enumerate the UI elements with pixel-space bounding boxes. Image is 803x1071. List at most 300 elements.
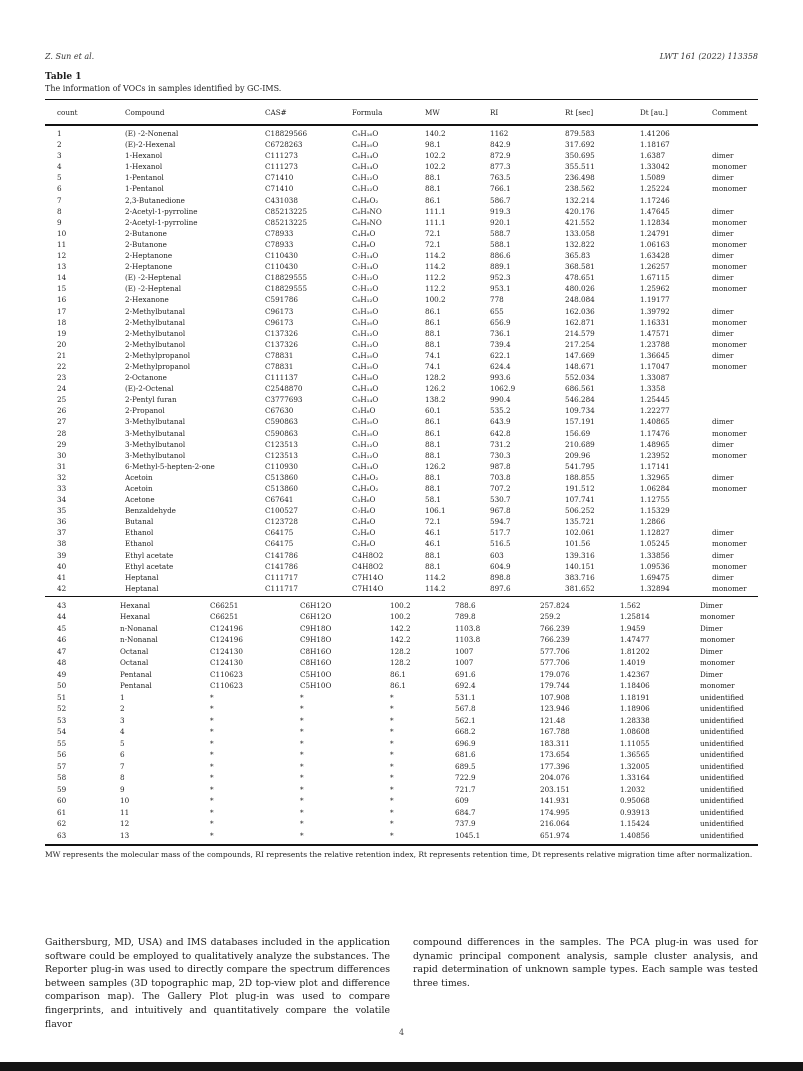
- table-cell: dimer: [712, 206, 734, 216]
- table-cell: 1.25224: [640, 184, 670, 194]
- table-cell: 8: [57, 206, 62, 216]
- table-cell: 138.2: [425, 395, 446, 405]
- table-cell: 1062.9: [490, 384, 516, 394]
- table-cell: 259.2: [540, 612, 561, 622]
- table-cell: 987.8: [490, 461, 511, 471]
- table-row: [45, 294, 758, 305]
- table-cell: C₅H₁₀O: [352, 417, 379, 427]
- table-cell: monomer: [700, 658, 735, 668]
- table-cell: 88.1: [425, 328, 442, 338]
- table-cell: C₄H₈O: [352, 239, 376, 249]
- table-cell: 6: [120, 750, 125, 760]
- table-cell: 681.6: [455, 750, 476, 760]
- table-row: [45, 283, 758, 294]
- table-cell: 420.176: [565, 206, 595, 216]
- table-cell: 257.824: [540, 600, 570, 610]
- table-row: [45, 761, 758, 773]
- table-cell: dimer: [712, 417, 734, 427]
- table-cell: unidentified: [700, 830, 744, 840]
- table-cell: C123513: [265, 439, 298, 449]
- running-head-author: Z. Sun et al.: [45, 52, 95, 61]
- table-row: [45, 405, 758, 416]
- table-cell: C66251: [210, 600, 239, 610]
- table-cell: 140.151: [565, 561, 595, 571]
- table-cell: 86.1: [425, 317, 442, 327]
- table-cell: 126.2: [425, 384, 446, 394]
- table-cell: 25: [57, 395, 67, 405]
- table-cell: 39: [57, 550, 67, 560]
- table-row: [45, 646, 758, 658]
- table-cell: C₆H₉NO: [352, 206, 382, 216]
- table-cell: unidentified: [700, 807, 744, 817]
- table-cell: C₆H₁₄O: [352, 162, 379, 172]
- table-cell: [712, 125, 758, 139]
- table-cell: 1.15329: [640, 506, 670, 516]
- table-cell: 74.1: [425, 350, 442, 360]
- table-cell: 990.4: [490, 395, 511, 405]
- table-cell: 1103.8: [455, 635, 481, 645]
- table-cell: dimer: [712, 228, 734, 238]
- table-cell: 15: [57, 284, 67, 294]
- table-cell: 86.1: [425, 306, 442, 316]
- table-cell: *: [390, 761, 394, 771]
- table-cell: 1.33087: [640, 373, 670, 383]
- table-cell: 23: [57, 373, 67, 383]
- table-row: [45, 596, 758, 611]
- table-cell: 1.2866: [640, 517, 666, 527]
- table-cell: C85213225: [265, 206, 308, 216]
- table-cell: C₉H₁₄O: [352, 395, 379, 405]
- table-cell: 88.1: [425, 450, 442, 460]
- table-cell: 1.42367: [620, 669, 650, 679]
- table-cell: C591786: [265, 295, 298, 305]
- table-cell: 183.311: [540, 738, 570, 748]
- table-cell: dimer: [712, 173, 734, 183]
- table-cell: 1-Hexanol: [125, 162, 163, 172]
- table-cell: 162.036: [565, 306, 595, 316]
- table-cell: 721.7: [455, 784, 476, 794]
- table-cell: 1.36565: [620, 750, 650, 760]
- table-cell: monomer: [712, 361, 747, 371]
- table-cell: 1.12827: [640, 528, 670, 538]
- table-cell: 100.2: [390, 600, 411, 610]
- table-cell: *: [300, 750, 304, 760]
- table-cell: dimer: [712, 328, 734, 338]
- table-cell: 722.9: [455, 773, 476, 783]
- table-cell: C8H16O: [300, 658, 332, 668]
- table-cell: 63: [57, 830, 67, 840]
- table-cell: unidentified: [700, 819, 744, 829]
- table-cell: 730.3: [490, 450, 511, 460]
- table-cell: unidentified: [700, 761, 744, 771]
- table-cell: C96173: [265, 317, 294, 327]
- table-row: [45, 680, 758, 692]
- table-cell: *: [390, 773, 394, 783]
- table-cell: 98.1: [425, 140, 442, 150]
- table-cell: 9: [57, 217, 62, 227]
- table-cell: C₅H₁₀O: [352, 306, 379, 316]
- table-cell: 531.1: [455, 692, 476, 702]
- table-cell: 174.995: [540, 807, 570, 817]
- table-cell: 56: [57, 750, 67, 760]
- table-cell: 126.2: [425, 461, 446, 471]
- table-cell: C96173: [265, 306, 294, 316]
- table-cell: monomer: [712, 339, 747, 349]
- table-cell: C64175: [265, 528, 294, 538]
- table-cell: 7: [57, 195, 62, 205]
- table-cell: C431038: [265, 195, 298, 205]
- body-text-right-column: compound differences in the samples. The PCA plug-in was used for dynamic principal component analysis, sample cluster analysis, and rapid determination of unknown sample types. Each sample was tested three times.: [413, 937, 758, 989]
- table-cell: 42: [57, 583, 67, 593]
- table-cell: C₅H₁₀O: [352, 428, 379, 438]
- table-cell: 30: [57, 450, 67, 460]
- col-header-mw: MW: [425, 100, 490, 126]
- table-cell: *: [300, 704, 304, 714]
- table-cell: 248.084: [565, 295, 595, 305]
- table-cell: 109.734: [565, 406, 595, 416]
- table-cell: 72.1: [425, 228, 442, 238]
- table-row: [45, 150, 758, 161]
- table-cell: 55: [57, 738, 67, 748]
- table-cell: 2-Propanol: [125, 406, 165, 416]
- table-cell: C78933: [265, 228, 294, 238]
- table-cell: 2-Methylpropanol: [125, 350, 190, 360]
- table-cell: C₄H₈O: [352, 517, 376, 527]
- table-cell: 1.81202: [620, 646, 650, 656]
- table-cell: C137326: [265, 339, 298, 349]
- table-cell: C110430: [265, 262, 298, 272]
- table-row: [45, 818, 758, 830]
- table-cell: C₅H₁₂O: [352, 450, 379, 460]
- table-cell: C124130: [210, 646, 243, 656]
- table-row: [45, 830, 758, 846]
- col-header-formula: Formula: [352, 100, 425, 126]
- table-cell: 577.706: [540, 646, 570, 656]
- table-cell: 88.1: [425, 173, 442, 183]
- table-cell: C78831: [265, 361, 294, 371]
- table-cell: Octanal: [120, 646, 149, 656]
- table-cell: 86.1: [425, 428, 442, 438]
- table-cell: 1.19177: [640, 295, 670, 305]
- table-cell: 2-Butanone: [125, 239, 167, 249]
- table-cell: 1.28338: [620, 715, 650, 725]
- table-row: [45, 172, 758, 183]
- table-cell: 622.1: [490, 350, 511, 360]
- table-row: [45, 439, 758, 450]
- table-row: [45, 807, 758, 819]
- table-cell: 562.1: [455, 715, 476, 725]
- table-cell: 1-Pentanol: [125, 184, 164, 194]
- table1-section: [45, 72, 758, 861]
- table-cell: 766.239: [540, 635, 570, 645]
- table-cell: 842.9: [490, 140, 511, 150]
- running-head-journal: LWT 161 (2022) 113358: [659, 52, 758, 61]
- table-cell: 162.871: [565, 317, 595, 327]
- table-row: [45, 611, 758, 623]
- table-cell: 100.2: [390, 612, 411, 622]
- table-cell: 11: [57, 239, 67, 249]
- table-cell: [712, 294, 758, 305]
- table-cell: 1.17047: [640, 361, 670, 371]
- table-cell: 1.17476: [640, 428, 670, 438]
- table-cell: Dimer: [700, 669, 723, 679]
- voc-table-block1: [45, 99, 758, 594]
- table-cell: 49: [57, 669, 67, 679]
- table-cell: dimer: [712, 572, 734, 582]
- table-cell: C₅H₁₀O: [352, 317, 379, 327]
- table-cell: 3: [57, 151, 62, 161]
- table-cell: 788.6: [455, 600, 476, 610]
- table-cell: 656.9: [490, 317, 511, 327]
- table-cell: 889.1: [490, 262, 511, 272]
- table-cell: 651.974: [540, 830, 570, 840]
- table-cell: 203.151: [540, 784, 570, 794]
- table-cell: C513860: [265, 472, 298, 482]
- table-row: [45, 416, 758, 427]
- table-cell: dimer: [712, 439, 734, 449]
- table-cell: *: [210, 727, 214, 737]
- table-cell: 588.7: [490, 228, 511, 238]
- table-cell: 14: [57, 273, 67, 283]
- table-cell: 383.716: [565, 572, 595, 582]
- table-cell: 128.2: [390, 646, 411, 656]
- table-cell: 2-Methylbutanol: [125, 339, 186, 349]
- table-cell: *: [390, 807, 394, 817]
- table-cell: 135.721: [565, 517, 595, 527]
- table-cell: 12: [120, 819, 130, 829]
- table-cell: [712, 405, 758, 416]
- table-row: [45, 217, 758, 228]
- table-cell: 13: [57, 262, 67, 272]
- table-cell: 34: [57, 495, 67, 505]
- table-cell: 609: [455, 796, 469, 806]
- table-cell: *: [300, 807, 304, 817]
- table-cell: 88.1: [425, 550, 442, 560]
- table-cell: 3-Methylbutanal: [125, 417, 186, 427]
- table-cell: monomer: [712, 561, 747, 571]
- table-cell: 47: [57, 646, 67, 656]
- table-cell: C137326: [265, 328, 298, 338]
- table-cell: C₈H₁₄O: [352, 384, 379, 394]
- table-row: [45, 195, 758, 206]
- table-cell: 88.1: [425, 561, 442, 571]
- table-cell: 41: [57, 572, 67, 582]
- table-cell: 142.2: [390, 623, 411, 633]
- table-cell: 789.8: [455, 612, 476, 622]
- table-row: [45, 784, 758, 796]
- table-cell: C₇H₁₄O: [352, 262, 379, 272]
- table-cell: 1007: [455, 658, 474, 668]
- table-cell: 8: [120, 773, 125, 783]
- table-cell: 1.26257: [640, 262, 670, 272]
- table-cell: 28: [57, 428, 67, 438]
- table-cell: 60: [57, 796, 67, 806]
- table-cell: unidentified: [700, 715, 744, 725]
- table-cell: 692.4: [455, 681, 476, 691]
- table-cell: 967.8: [490, 506, 511, 516]
- table-cell: 10: [57, 228, 67, 238]
- table-cell: monomer: [712, 317, 747, 327]
- table-cell: 50: [57, 681, 67, 691]
- table-cell: 2-Methylbutanol: [125, 328, 186, 338]
- table-row: [45, 538, 758, 549]
- table-cell: *: [390, 738, 394, 748]
- table-cell: 27: [57, 417, 67, 427]
- table-cell: C124196: [210, 635, 243, 645]
- table-row: [45, 494, 758, 505]
- table-cell: 624.4: [490, 361, 511, 371]
- table-cell: 142.2: [390, 635, 411, 645]
- table-cell: 19: [57, 328, 67, 338]
- table-cell: 140.2: [425, 129, 446, 138]
- table-cell: *: [300, 784, 304, 794]
- table-cell: 4: [57, 162, 62, 172]
- table-cell: 44: [57, 612, 67, 622]
- table-header-row: [45, 100, 758, 126]
- table-cell: C₆H₁₄O: [352, 151, 379, 161]
- table-cell: 4: [120, 727, 125, 737]
- table-cell: *: [390, 784, 394, 794]
- table-cell: C₇H₁₂O: [352, 284, 379, 294]
- table-cell: 141.931: [540, 796, 570, 806]
- table-cell: (E)-2-Octenal: [125, 384, 174, 394]
- table-cell: C123513: [265, 450, 298, 460]
- table-cell: monomer: [712, 162, 747, 172]
- table-row: [45, 634, 758, 646]
- table-cell: [712, 383, 758, 394]
- table-row: [45, 657, 758, 669]
- table-cell: dimer: [712, 306, 734, 316]
- table-cell: *: [300, 727, 304, 737]
- table-cell: 5: [57, 173, 62, 183]
- table-cell: unidentified: [700, 773, 744, 783]
- table-cell: 1.18906: [620, 704, 650, 714]
- table-cell: 1.47645: [640, 206, 670, 216]
- table-cell: C4H8O2: [352, 561, 384, 571]
- table-cell: 703.8: [490, 472, 511, 482]
- table-row: [45, 372, 758, 383]
- table-cell: 642.8: [490, 428, 511, 438]
- table-cell: 886.6: [490, 251, 511, 261]
- table-cell: Hexanal: [120, 600, 151, 610]
- table-cell: C₆H₉NO: [352, 217, 382, 227]
- table-cell: [712, 139, 758, 150]
- table-row: [45, 206, 758, 217]
- table-row: [45, 228, 758, 239]
- table-cell: 2-Acetyl-1-pyrroline: [125, 217, 198, 227]
- table-cell: 1103.8: [455, 623, 481, 633]
- table-cell: 1.23952: [640, 450, 670, 460]
- table-caption: The information of VOCs in samples identified by GC-IMS.: [45, 84, 282, 93]
- table-cell: C₅H₁₂O: [352, 339, 379, 349]
- table-cell: *: [390, 750, 394, 760]
- table-cell: unidentified: [700, 738, 744, 748]
- table-cell: 898.8: [490, 572, 511, 582]
- table-cell: 1.25814: [620, 612, 650, 622]
- table-cell: [712, 394, 758, 405]
- table-cell: C111717: [265, 583, 298, 593]
- table-cell: C6728263: [265, 140, 303, 150]
- table-cell: 1.16331: [640, 317, 670, 327]
- table-cell: monomer: [712, 284, 747, 294]
- table-cell: C590863: [265, 417, 298, 427]
- col-header-count: count: [45, 100, 125, 126]
- table-cell: 1.5089: [640, 173, 666, 183]
- table-cell: 1.47571: [640, 328, 670, 338]
- table-cell: C5H10O: [300, 669, 332, 679]
- table-cell: C₈H₁₄O: [352, 461, 379, 471]
- table-cell: 54: [57, 727, 67, 737]
- table-cell: 577.706: [540, 658, 570, 668]
- table-cell: C₄H₈O₂: [352, 484, 379, 493]
- table-cell: 993.6: [490, 373, 511, 383]
- table-cell: 3: [120, 715, 125, 725]
- table-cell: 604.9: [490, 561, 511, 571]
- table-cell: C₃H₈O: [352, 406, 376, 416]
- table-cell: *: [210, 738, 214, 748]
- table-cell: 17: [57, 306, 67, 316]
- table-cell: 1.17141: [640, 461, 670, 471]
- table-cell: 1.63428: [640, 251, 670, 261]
- table-cell: *: [300, 819, 304, 829]
- table-cell: 517.7: [490, 528, 511, 538]
- table-cell: Ethanol: [125, 528, 154, 538]
- table-cell: 107.741: [565, 495, 595, 505]
- table-cell: dimer: [712, 550, 734, 560]
- table-cell: 1.40856: [620, 830, 650, 840]
- col-header-compound: Compound: [125, 100, 265, 126]
- table-cell: 317.692: [565, 140, 595, 150]
- table-cell: n-Nonanal: [120, 623, 158, 633]
- table-row: [45, 715, 758, 727]
- table-row: [45, 239, 758, 250]
- table-cell: *: [210, 692, 214, 702]
- table-cell: 10: [120, 796, 130, 806]
- table-cell: 1.05245: [640, 539, 670, 549]
- table-cell: 2-Methylbutanal: [125, 306, 186, 316]
- table-cell: 872.9: [490, 151, 511, 161]
- table-cell: *: [210, 784, 214, 794]
- table-cell: Dimer: [700, 623, 723, 633]
- table-label: Table 1: [45, 72, 82, 82]
- table-cell: 707.2: [490, 484, 511, 493]
- table-cell: 45: [57, 623, 67, 633]
- table-cell: C78933: [265, 239, 294, 249]
- table-cell: 31: [57, 461, 67, 471]
- table-cell: C18829555: [265, 273, 308, 283]
- table-cell: 1.47477: [620, 635, 650, 645]
- table-cell: 879.583: [565, 129, 595, 138]
- table-cell: unidentified: [700, 784, 744, 794]
- table-cell: 121.48: [540, 715, 566, 725]
- table-cell: C8H16O: [300, 646, 332, 656]
- table-cell: 177.396: [540, 761, 570, 771]
- table-cell: 86.1: [425, 417, 442, 427]
- table-cell: 766.239: [540, 623, 570, 633]
- table-cell: 114.2: [425, 583, 446, 593]
- table-cell: 1.67115: [640, 273, 670, 283]
- table-cell: C111137: [265, 373, 298, 383]
- table-cell: 43: [57, 600, 67, 610]
- table-cell: *: [390, 692, 394, 702]
- table-cell: C₅H₁₂O: [352, 328, 379, 338]
- table-cell: dimer: [712, 151, 734, 161]
- table-cell: 1.15424: [620, 819, 650, 829]
- table-cell: *: [300, 738, 304, 748]
- table-cell: C₂H₆O: [352, 528, 376, 538]
- table-cell: monomer: [712, 539, 747, 549]
- table-cell: 32: [57, 472, 67, 482]
